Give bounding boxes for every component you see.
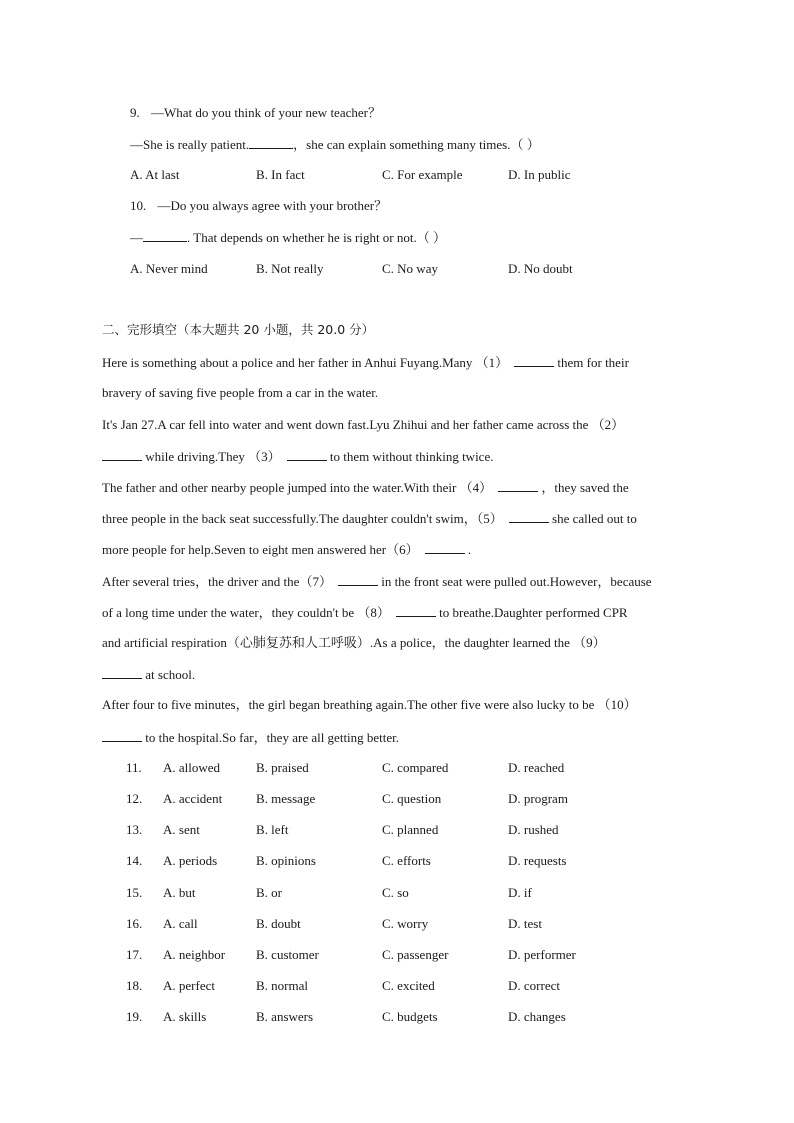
option-a: A. allowed: [163, 760, 221, 775]
passage-line: [102, 573, 652, 590]
passage-text: It's Jan 27.A car fell into water and went down fast.Lyu Zhihui and her father came across the （2）: [102, 417, 625, 432]
answer-blank: [287, 448, 327, 461]
option-d: D. rushed: [508, 822, 559, 837]
option-d: D. changes: [508, 1009, 566, 1024]
question-9-option-d: D. In public: [508, 167, 571, 182]
option-b: B. praised: [256, 760, 309, 775]
question-10-option-c: C. No way: [382, 261, 438, 276]
option-a: A. call: [163, 916, 198, 931]
passage-line: [102, 541, 471, 558]
reply-text: ，she can explain something many times.（ ）: [293, 137, 540, 152]
passage-line: [102, 604, 628, 621]
answer-blank: [249, 136, 293, 149]
reply-text: . That depends on whether he is right or not.（ ）: [187, 230, 446, 245]
passage-text: in the front seat were pulled out.However，because: [377, 574, 652, 589]
option-number: 17.: [126, 947, 143, 962]
question-9-option-a: A. At last: [130, 167, 180, 182]
option-number: 19.: [126, 1009, 143, 1024]
answer-blank: [396, 604, 436, 617]
option-c: C. efforts: [382, 853, 431, 868]
option-c: C. planned: [382, 822, 439, 837]
option-b: B. doubt: [256, 916, 301, 931]
question-9-prompt: [130, 105, 381, 121]
answer-blank: [338, 573, 378, 586]
passage-line: [102, 417, 624, 433]
option-number: 14.: [126, 853, 143, 868]
answer-blank: [102, 448, 142, 461]
option-c: C. worry: [382, 916, 429, 931]
passage-text: she called out to: [548, 511, 637, 526]
passage-line: [102, 666, 195, 683]
question-number: 9.: [130, 105, 140, 120]
passage-text: while driving.They （3）: [142, 449, 281, 464]
answer-blank: [509, 510, 549, 523]
option-b: B. left: [256, 822, 289, 837]
passage-text: of a long time under the water，they couldn't be （8）: [102, 605, 390, 620]
option-c: C. compared: [382, 760, 449, 775]
answer-blank: [102, 729, 142, 742]
option-d: D. reached: [508, 760, 565, 775]
reply-text: —: [130, 230, 143, 245]
passage-text: to them without thinking twice.: [326, 449, 494, 464]
option-number: 12.: [126, 791, 143, 806]
question-10-option-b: B. Not really: [256, 261, 324, 276]
option-number: 11.: [126, 760, 142, 775]
option-number: 18.: [126, 978, 143, 993]
passage-text: at school.: [142, 667, 196, 682]
passage-text: more people for help.Seven to eight men answered her（6）: [102, 542, 419, 557]
option-b: B. answers: [256, 1009, 314, 1024]
option-c: C. excited: [382, 978, 435, 993]
option-number: 16.: [126, 916, 143, 931]
question-10-option-d: D. No doubt: [508, 261, 573, 276]
option-d: D. requests: [508, 853, 567, 868]
passage-line: [102, 479, 629, 496]
question-10-prompt: [130, 198, 387, 214]
passage-text: bravery of saving five people from a car in the water.: [102, 385, 379, 400]
passage-line: [102, 510, 637, 527]
option-a: A. neighbor: [163, 947, 226, 962]
option-c: C. so: [382, 885, 409, 900]
option-a: A. skills: [163, 1009, 207, 1024]
option-d: D. test: [508, 916, 542, 931]
passage-text: three people in the back seat successfully.The daughter couldn't swim，（5）: [102, 511, 503, 526]
section-title: 二、完形填空（本大题共 20 小题，共 20.0 分）: [102, 322, 375, 337]
question-10-reply: [130, 229, 446, 246]
option-b: B. message: [256, 791, 316, 806]
passage-text: .: [464, 542, 472, 557]
passage-text: them for their: [554, 355, 629, 370]
option-d: D. correct: [508, 978, 560, 993]
option-b: B. normal: [256, 978, 308, 993]
passage-text: After several tries，the driver and the（7）: [102, 574, 332, 589]
question-9-reply: [130, 136, 540, 153]
passage-text: The father and other nearby people jumped into the water.With their （4）: [102, 480, 493, 495]
question-10-option-a: A. Never mind: [130, 261, 208, 276]
answer-blank: [514, 354, 554, 367]
answer-blank: [425, 541, 465, 554]
passage-line: [102, 697, 637, 713]
option-c: C. budgets: [382, 1009, 438, 1024]
passage-line: [102, 385, 378, 401]
option-a: A. accident: [163, 791, 223, 806]
option-d: D. program: [508, 791, 568, 806]
passage-text: and artificial respiration（心肺复苏和人工呼吸）.As a police，the daughter learned the （9）: [102, 635, 606, 650]
passage-text: Here is something about a police and her father in Anhui Fuyang.Many （1）: [102, 355, 509, 370]
passage-text: to breathe.Daughter performed CPR: [435, 605, 628, 620]
question-9-option-c: C. For example: [382, 167, 463, 182]
passage-text: to the hospital.So far，they are all getting better.: [142, 730, 400, 745]
option-number: 15.: [126, 885, 143, 900]
option-a: A. periods: [163, 853, 218, 868]
passage-line: [102, 448, 493, 465]
passage-text: After four to five minutes，the girl began breathing again.The other five were also lucky to be （10）: [102, 697, 637, 712]
passage-text: ，they saved the: [538, 480, 629, 495]
passage-line: [102, 635, 606, 651]
option-b: B. opinions: [256, 853, 316, 868]
passage-line: [102, 729, 399, 746]
option-b: B. customer: [256, 947, 319, 962]
reply-text: —She is really patient.: [130, 137, 250, 152]
option-d: D. if: [508, 885, 532, 900]
question-prompt: —What do you think of your new teacher？: [151, 105, 381, 120]
question-prompt: —Do you always agree with your brother？: [157, 198, 388, 213]
option-a: A. sent: [163, 822, 200, 837]
option-c: C. question: [382, 791, 442, 806]
answer-blank: [498, 479, 538, 492]
option-c: C. passenger: [382, 947, 449, 962]
option-a: A. but: [163, 885, 196, 900]
question-number: 10.: [130, 198, 147, 213]
question-9-option-b: B. In fact: [256, 167, 305, 182]
option-number: 13.: [126, 822, 143, 837]
option-d: D. performer: [508, 947, 576, 962]
answer-blank: [143, 229, 187, 242]
option-b: B. or: [256, 885, 282, 900]
answer-blank: [102, 666, 142, 679]
passage-line: [102, 354, 629, 371]
option-a: A. perfect: [163, 978, 215, 993]
